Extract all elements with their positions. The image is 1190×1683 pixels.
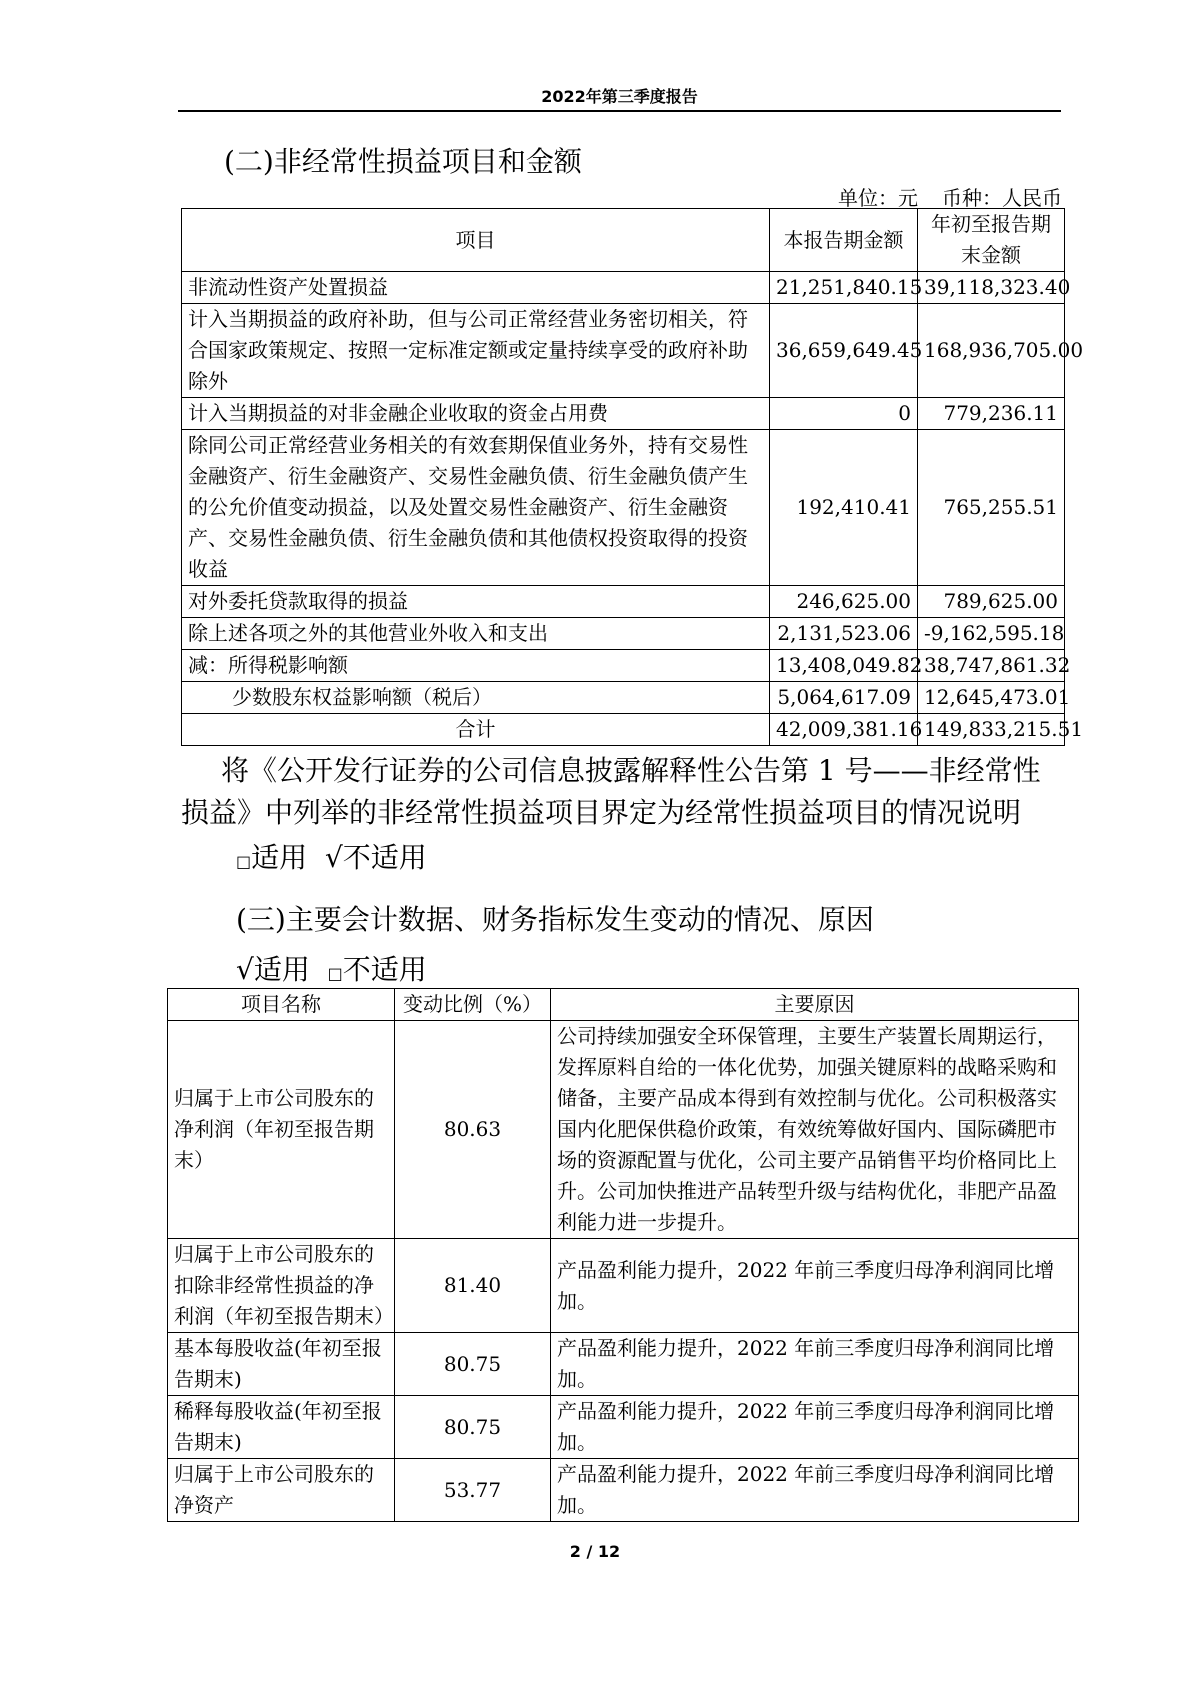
- ytd-amount-cell: 765,255.51: [918, 430, 1065, 586]
- reason-cell: 公司持续加强安全环保管理，主要生产装置长周期运行，发挥原料自给的一体化优势，加强关键原料的战略采购和储备，主要产品成本得到有效控制与优化。公司积极落实国内化肥保供稳价政策，有效统筹做好国内、国际磷肥市场的资源配置与优化，公司主要产品销售平均价格同比上升。公司加快推进产品转型升级与结构优化，非肥产品盈利能力进一步提升。: [551, 1021, 1079, 1239]
- section-3-title: (三)主要会计数据、财务指标发生变动的情况、原因: [236, 903, 874, 936]
- table-row: [182, 618, 1065, 650]
- change-ratio-cell: 53.77: [395, 1459, 551, 1522]
- current-amount-cell: 42,009,381.16: [770, 714, 918, 746]
- unit-label: 单位：元: [838, 186, 918, 210]
- section-3-choice: [236, 948, 427, 988]
- table-row: [182, 586, 1065, 618]
- table-row: [182, 398, 1065, 430]
- unchecked-box-icon: □: [327, 964, 343, 983]
- page-header: 2022年第三季度报告: [541, 87, 698, 106]
- change-ratio-cell: 80.75: [395, 1396, 551, 1459]
- applicable-option: 适用: [253, 953, 310, 986]
- column-header: 主要原因: [551, 989, 1079, 1021]
- applicable-option: 适用: [251, 841, 308, 874]
- item-cell: 计入当期损益的对非金融企业收取的资金占用费: [182, 398, 770, 430]
- item-cell: 少数股东权益影响额（税后）: [182, 682, 770, 714]
- not-applicable-option: 不适用: [342, 841, 427, 874]
- non-recurring-items-table: [181, 208, 1084, 746]
- column-header: 项目名称: [168, 989, 395, 1021]
- table-row: [168, 1239, 1079, 1333]
- current-amount-cell: 2,131,523.06: [770, 618, 918, 650]
- ytd-amount-cell: 12,645,473.01: [918, 682, 1065, 714]
- current-amount-cell: 192,410.41: [770, 430, 918, 586]
- ytd-amount-cell: 39,118,323.40: [918, 272, 1065, 304]
- check-mark-icon: √: [324, 841, 343, 874]
- item-cell: 计入当期损益的政府补助，但与公司正常经营业务密切相关，符合国家政策规定、按照一定标准定额或定量持续享受的政府补助除外: [182, 304, 770, 398]
- item-name-cell: 稀释每股收益(年初至报告期末): [168, 1396, 395, 1459]
- reason-cell: 产品盈利能力提升，2022 年前三季度归母净利润同比增加。: [551, 1333, 1079, 1396]
- item-name-cell: 归属于上市公司股东的扣除非经常性损益的净利润（年初至报告期末）: [168, 1239, 395, 1333]
- ytd-amount-cell: 779,236.11: [918, 398, 1065, 430]
- total-row: [182, 714, 1065, 746]
- column-header: 变动比例（%）: [395, 989, 551, 1021]
- table-header-row: [182, 209, 1065, 272]
- current-amount-cell: 0: [770, 398, 918, 430]
- not-applicable-option: 不适用: [342, 953, 427, 986]
- header-divider: [178, 110, 1061, 112]
- table-row: [168, 1021, 1079, 1239]
- item-name-cell: 归属于上市公司股东的净利润（年初至报告期末）: [168, 1021, 395, 1239]
- table-header-row: [168, 989, 1079, 1021]
- current-amount-cell: 13,408,049.82: [770, 650, 918, 682]
- item-cell: 对外委托贷款取得的损益: [182, 586, 770, 618]
- item-cell: 除同公司正常经营业务相关的有效套期保值业务外，持有交易性金融资产、衍生金融资产、交易性金融负债、衍生金融负债产生的公允价值变动损益，以及处置交易性金融资产、衍生金融资产、交易性金融负债、衍生金融负债和其他债权投资取得的投资收益: [182, 430, 770, 586]
- page-number: 2 / 12: [569, 1542, 621, 1561]
- ytd-amount-cell: -9,162,595.18: [918, 618, 1065, 650]
- ytd-amount-cell: 789,625.00: [918, 586, 1065, 618]
- table-row: [182, 650, 1065, 682]
- table-row: [182, 304, 1065, 398]
- column-header: 项目: [182, 209, 770, 272]
- check-mark-icon: √: [236, 953, 254, 986]
- current-amount-cell: 36,659,649.45: [770, 304, 918, 398]
- section-2-title: (二)非经常性损益项目和金额: [224, 145, 582, 178]
- item-name-cell: 归属于上市公司股东的净资产: [168, 1459, 395, 1522]
- ytd-amount-cell: 168,936,705.00: [918, 304, 1065, 398]
- table-row: [182, 272, 1065, 304]
- ytd-amount-cell: 149,833,215.51: [918, 714, 1065, 746]
- current-amount-cell: 5,064,617.09: [770, 682, 918, 714]
- table-row: [168, 1333, 1079, 1396]
- unchecked-box-icon: □: [236, 852, 252, 871]
- item-cell: 合计: [182, 714, 770, 746]
- section-2-choice: [236, 836, 427, 876]
- item-cell: 减：所得税影响额: [182, 650, 770, 682]
- current-amount-cell: 21,251,840.15: [770, 272, 918, 304]
- table-row: [168, 1459, 1079, 1522]
- item-name-cell: 基本每股收益(年初至报告期末): [168, 1333, 395, 1396]
- column-header: 本报告期金额: [770, 209, 918, 272]
- change-reasons-table: [167, 988, 1079, 1522]
- classification-note: 将《公开发行证券的公司信息披露解释性公告第 1 号——非经常性损益》中列举的非经常性损益项目界定为经常性损益项目的情况说明: [181, 754, 1041, 829]
- reason-cell: 产品盈利能力提升，2022 年前三季度归母净利润同比增加。: [551, 1239, 1079, 1333]
- current-amount-cell: 246,625.00: [770, 586, 918, 618]
- reason-cell: 产品盈利能力提升，2022 年前三季度归母净利润同比增加。: [551, 1396, 1079, 1459]
- currency-label: 币种：人民币: [942, 186, 1062, 210]
- table-row: [182, 430, 1065, 586]
- reason-cell: 产品盈利能力提升，2022 年前三季度归母净利润同比增加。: [551, 1459, 1079, 1522]
- column-header: 年初至报告期末金额: [918, 209, 1065, 272]
- change-ratio-cell: 81.40: [395, 1239, 551, 1333]
- item-cell: 除上述各项之外的其他营业外收入和支出: [182, 618, 770, 650]
- change-ratio-cell: 80.75: [395, 1333, 551, 1396]
- table-row: [182, 682, 1065, 714]
- unit-line: [814, 182, 1062, 211]
- change-ratio-cell: 80.63: [395, 1021, 551, 1239]
- table-row: [168, 1396, 1079, 1459]
- ytd-amount-cell: 38,747,861.32: [918, 650, 1065, 682]
- item-cell: 非流动性资产处置损益: [182, 272, 770, 304]
